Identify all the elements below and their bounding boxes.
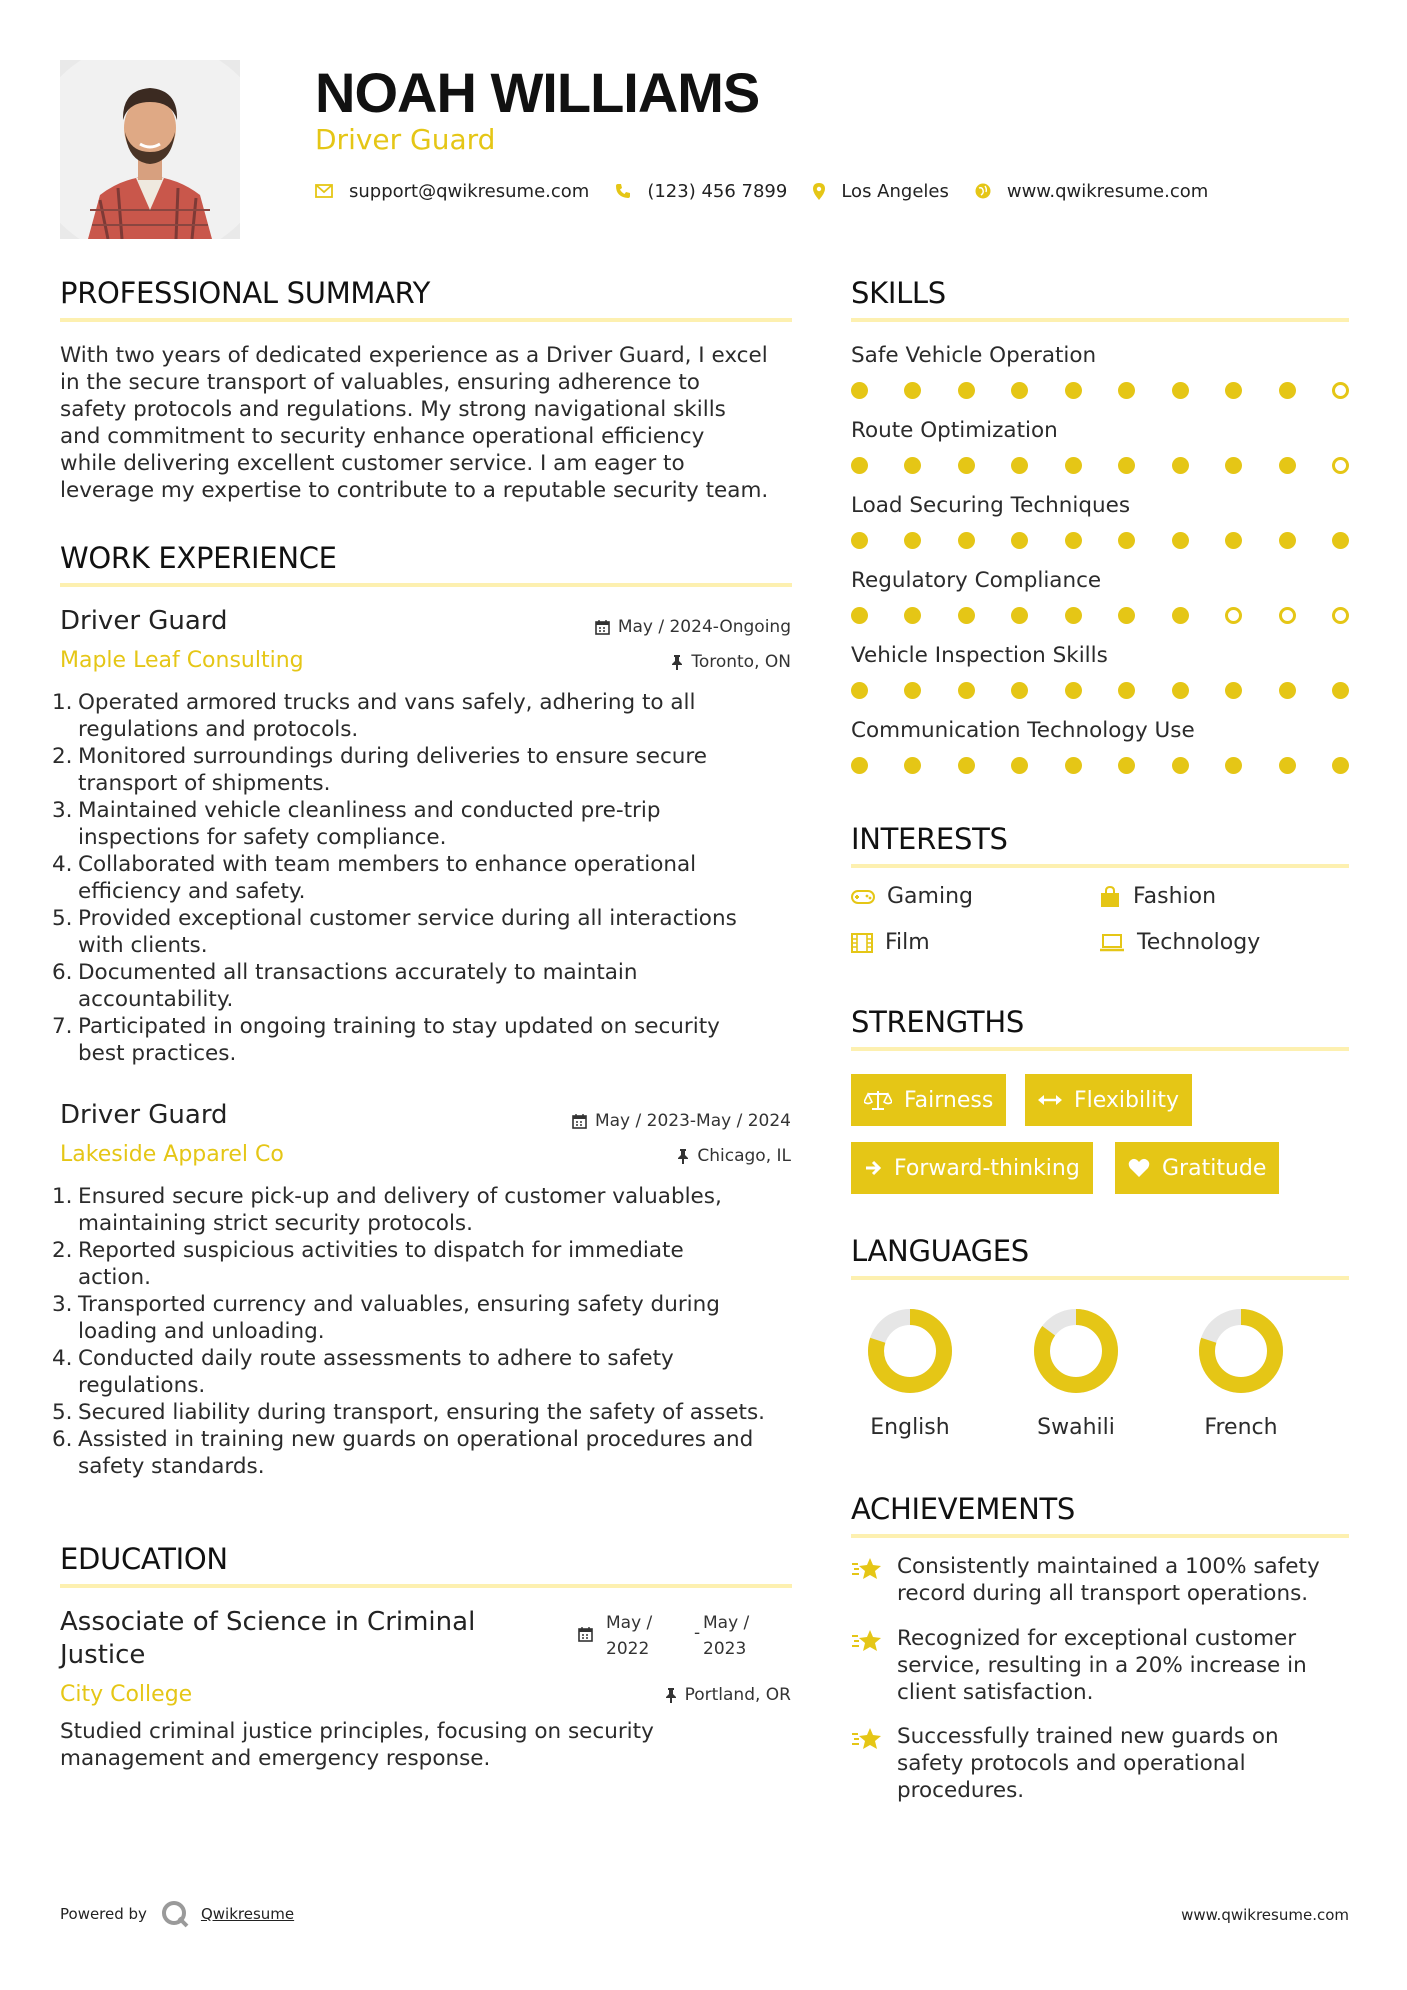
- skill-name: Safe Vehicle Operation: [851, 343, 1097, 368]
- job-location: [671, 651, 791, 673]
- rating-dot-empty: [1332, 382, 1349, 399]
- achievement-text: Recognized for exceptional customer service, resulting in a 20% increase in client satisfaction.: [897, 1626, 1307, 1705]
- list-item: 5. Provided exceptional customer service during all interactions with clients.: [52, 906, 737, 958]
- job-location-text: Chicago, IL: [697, 1146, 791, 1166]
- date-separator: -: [694, 1623, 701, 1643]
- achievement-item: [851, 1723, 1351, 1804]
- list-item: 7. Participated in ongoing training to stay updated on security best practices.: [52, 1014, 720, 1066]
- job-dates-text: May / 2023-May / 2024: [594, 1111, 791, 1131]
- start-date: May / 2022: [606, 1613, 653, 1659]
- skills-divider: [851, 318, 1349, 322]
- calendar-icon: [595, 619, 610, 635]
- pushpin-icon: [671, 655, 683, 670]
- list-item: 3. Maintained vehicle cleanliness and conducted pre-trip inspections for safety compliance.: [52, 798, 661, 850]
- rating-dot-filled: [1118, 682, 1135, 699]
- language-item: [1176, 1306, 1306, 1442]
- skill-rating: [851, 607, 1349, 625]
- education-dates: [578, 1610, 793, 1660]
- rating-dot-filled: [851, 607, 868, 624]
- job-location-text: Toronto, ON: [691, 652, 791, 672]
- school-location-text: Portland, OR: [684, 1685, 791, 1705]
- language-label: French: [1204, 1415, 1278, 1440]
- job-responsibilities: [52, 1183, 792, 1480]
- strengths-divider: [851, 1047, 1349, 1051]
- skill-rating: [851, 457, 1349, 475]
- list-item: 4. Conducted daily route assessments to adhere to safety regulations.: [52, 1346, 674, 1398]
- strength-label: Forward-thinking: [894, 1155, 1080, 1181]
- skill-rating: [851, 382, 1349, 400]
- rating-dot-filled: [1065, 382, 1082, 399]
- job-dates: [572, 1110, 791, 1132]
- language-item: [1011, 1306, 1141, 1442]
- rating-dot-filled: [1279, 532, 1296, 549]
- rating-dot-filled: [1225, 682, 1242, 699]
- rating-dot-filled: [1011, 607, 1028, 624]
- rating-dot-empty: [1332, 607, 1349, 624]
- rating-dot-empty: [1225, 607, 1242, 624]
- arrow-right-icon: [864, 1159, 882, 1177]
- end-date: May / 2023: [703, 1613, 750, 1659]
- strength-tag-gratitude: [1115, 1142, 1279, 1194]
- contact-bar: [315, 178, 1234, 204]
- list-item: 5. Secured liability during transport, ensuring the safety of assets.: [52, 1400, 765, 1425]
- language-item: [845, 1306, 975, 1442]
- skill-rating: [851, 682, 1349, 700]
- rating-dot-filled: [958, 382, 975, 399]
- list-item: 3. Transported currency and valuables, ensuring safety during loading and unloading.: [52, 1292, 720, 1344]
- interests-divider: [851, 864, 1349, 868]
- rating-dot-filled: [1225, 457, 1242, 474]
- summary-line: leverage my expertise to contribute to a reputable security team.: [60, 478, 769, 503]
- strength-label: Fairness: [904, 1087, 994, 1113]
- calendar-icon: [572, 1113, 587, 1129]
- strengths-heading: STRENGTHS: [851, 1005, 1024, 1039]
- job-responsibilities: [52, 689, 792, 1067]
- list-item: 1. Ensured secure pick-up and delivery of customer valuables, maintaining strict security protocols.: [52, 1184, 722, 1236]
- rating-dot-filled: [1332, 682, 1349, 699]
- skill-rating: [851, 532, 1349, 550]
- achievement-text: Successfully trained new guards on safety protocols and operational procedures.: [897, 1724, 1279, 1803]
- achievement-text: Consistently maintained a 100% safety record during all transport operations.: [897, 1554, 1320, 1606]
- rating-dot-filled: [1065, 532, 1082, 549]
- achievements-heading: ACHIEVEMENTS: [851, 1492, 1075, 1526]
- summary-line: while delivering excellent customer service. I am eager to: [60, 451, 685, 476]
- summary-heading: PROFESSIONAL SUMMARY: [60, 276, 431, 310]
- rating-dot-filled: [1118, 457, 1135, 474]
- skill-name: Communication Technology Use: [851, 718, 1195, 743]
- strength-tag-forward-thinking: [851, 1142, 1093, 1194]
- rating-dot-filled: [851, 382, 868, 399]
- summary-line: and commitment to security enhance operational efficiency: [60, 424, 705, 449]
- education-heading: EDUCATION: [60, 1542, 228, 1576]
- job-location: [677, 1145, 791, 1167]
- list-item: 4. Collaborated with team members to enhance operational efficiency and safety.: [52, 852, 697, 904]
- language-proficiency-donut: [865, 1306, 955, 1396]
- pushpin-icon: [665, 1688, 677, 1703]
- interests-heading: INTERESTS: [851, 822, 1008, 856]
- gamepad-icon: [851, 889, 875, 905]
- rating-dot-filled: [1065, 457, 1082, 474]
- school-name: City College: [60, 1682, 193, 1707]
- languages-divider: [851, 1276, 1349, 1280]
- degree-line: Justice: [60, 1640, 146, 1670]
- strength-tag-fairness: [851, 1074, 1006, 1126]
- interest-label: Gaming: [887, 884, 973, 909]
- star-award-icon: [851, 1725, 883, 1753]
- skills-heading: SKILLS: [851, 276, 946, 310]
- rating-dot-filled: [1225, 532, 1242, 549]
- achievement-item: [851, 1553, 1351, 1607]
- rating-dot-filled: [904, 532, 921, 549]
- rating-dot-filled: [904, 382, 921, 399]
- interest-fashion: [1099, 883, 1216, 911]
- language-proficiency-donut: [1196, 1306, 1286, 1396]
- rating-dot-filled: [958, 457, 975, 474]
- rating-dot-empty: [1332, 457, 1349, 474]
- list-item: 6. Assisted in training new guards on operational procedures and safety standards.: [52, 1427, 754, 1479]
- degree-title: [60, 1606, 475, 1672]
- job-company: Maple Leaf Consulting: [60, 648, 304, 673]
- rating-dot-filled: [958, 757, 975, 774]
- rating-dot-filled: [1172, 532, 1189, 549]
- rating-dot-filled: [1225, 382, 1242, 399]
- arrows-horizontal-icon: [1038, 1094, 1062, 1106]
- summary-text: [60, 342, 800, 504]
- rating-dot-filled: [1279, 757, 1296, 774]
- footer-powered-by: [60, 1900, 294, 1928]
- star-award-icon: [851, 1627, 883, 1655]
- phone-icon: [615, 183, 631, 199]
- rating-dot-filled: [1065, 607, 1082, 624]
- skill-name: Vehicle Inspection Skills: [851, 643, 1108, 668]
- experience-heading: WORK EXPERIENCE: [60, 541, 337, 575]
- interest-gaming: [851, 883, 973, 911]
- contact-email[interactable]: [315, 181, 589, 202]
- summary-line: safety protocols and regulations. My strong navigational skills: [60, 397, 726, 422]
- language-label: English: [870, 1415, 950, 1440]
- list-item: 1. Operated armored trucks and vans safely, adhering to all regulations and protocols.: [52, 690, 696, 742]
- star-award-icon: [851, 1555, 883, 1583]
- job-company: Lakeside Apparel Co: [60, 1142, 284, 1167]
- rating-dot-filled: [851, 532, 868, 549]
- degree-line: Associate of Science in Criminal: [60, 1607, 476, 1637]
- contact-website[interactable]: [975, 181, 1208, 202]
- rating-dot-filled: [851, 682, 868, 699]
- education-description: Studied criminal justice principles, focusing on security management and emergency response.: [60, 1719, 654, 1771]
- rating-dot-filled: [904, 757, 921, 774]
- rating-dot-filled: [1172, 757, 1189, 774]
- job-dates-text: May / 2024-Ongoing: [617, 617, 791, 637]
- film-icon: [851, 933, 873, 953]
- contact-location: [813, 181, 949, 202]
- rating-dot-filled: [1332, 532, 1349, 549]
- achievements-divider: [851, 1534, 1349, 1538]
- summary-line: With two years of dedicated experience as a Driver Guard, I excel: [60, 343, 768, 368]
- rating-dot-filled: [958, 682, 975, 699]
- school-location: [665, 1684, 791, 1706]
- candidate-role: Driver Guard: [315, 123, 496, 156]
- strength-tag-flexibility: [1025, 1074, 1192, 1126]
- rating-dot-filled: [1172, 457, 1189, 474]
- pushpin-icon: [677, 1149, 689, 1164]
- experience-divider: [60, 583, 792, 587]
- interest-label: Technology: [1137, 930, 1261, 955]
- rating-dot-filled: [851, 457, 868, 474]
- summary-line: in the secure transport of valuables, ensuring adherence to: [60, 370, 700, 395]
- rating-dot-empty: [1279, 607, 1296, 624]
- contact-phone[interactable]: [615, 181, 787, 202]
- rating-dot-filled: [1172, 682, 1189, 699]
- rating-dot-filled: [1011, 757, 1028, 774]
- strength-label: Flexibility: [1074, 1087, 1179, 1113]
- qwikresume-logo-icon: [161, 1900, 189, 1928]
- list-item: 2. Monitored surroundings during deliveries to ensure secure transport of shipments.: [52, 744, 708, 796]
- brand-link[interactable]: Qwikresume: [200, 1905, 295, 1923]
- rating-dot-filled: [1225, 757, 1242, 774]
- rating-dot-filled: [1279, 682, 1296, 699]
- footer-url[interactable]: www.qwikresume.com: [1181, 1906, 1349, 1924]
- job-title: Driver Guard: [60, 606, 228, 636]
- rating-dot-filled: [1065, 682, 1082, 699]
- rating-dot-filled: [904, 607, 921, 624]
- website-text: www.qwikresume.com: [1006, 180, 1209, 202]
- rating-dot-filled: [1332, 757, 1349, 774]
- interest-technology: [1099, 929, 1260, 957]
- languages-heading: LANGUAGES: [851, 1234, 1029, 1268]
- rating-dot-filled: [1118, 757, 1135, 774]
- map-marker-icon: [813, 183, 825, 200]
- rating-dot-filled: [1279, 457, 1296, 474]
- interest-label: Fashion: [1133, 884, 1217, 909]
- heart-icon: [1128, 1158, 1150, 1178]
- phone-text: (123) 456 7899: [647, 180, 788, 202]
- laptop-icon: [1099, 934, 1125, 952]
- rating-dot-filled: [1118, 607, 1135, 624]
- rating-dot-filled: [1011, 532, 1028, 549]
- balance-scale-icon: [864, 1089, 892, 1111]
- language-proficiency-donut: [1031, 1306, 1121, 1396]
- rating-dot-filled: [1011, 682, 1028, 699]
- list-item: 6. Documented all transactions accurately to maintain accountability.: [52, 960, 638, 1012]
- skill-name: Load Securing Techniques: [851, 493, 1131, 518]
- location-text: Los Angeles: [841, 180, 949, 202]
- job-title: Driver Guard: [60, 1100, 228, 1130]
- rating-dot-filled: [958, 607, 975, 624]
- rating-dot-filled: [1118, 532, 1135, 549]
- envelope-icon: [315, 184, 333, 198]
- rating-dot-filled: [1279, 382, 1296, 399]
- globe-icon: [975, 183, 991, 199]
- shopping-bag-icon: [1099, 886, 1121, 908]
- rating-dot-filled: [1172, 382, 1189, 399]
- rating-dot-filled: [1065, 757, 1082, 774]
- powered-by-text: Powered by: [60, 1905, 147, 1923]
- interest-film: [851, 929, 930, 957]
- rating-dot-filled: [1118, 382, 1135, 399]
- rating-dot-filled: [1011, 382, 1028, 399]
- rating-dot-filled: [851, 757, 868, 774]
- rating-dot-filled: [904, 682, 921, 699]
- calendar-icon: [578, 1626, 593, 1642]
- skill-rating: [851, 757, 1349, 775]
- rating-dot-filled: [904, 457, 921, 474]
- rating-dot-filled: [1172, 607, 1189, 624]
- candidate-name: NOAH WILLIAMS: [315, 61, 760, 124]
- rating-dot-filled: [958, 532, 975, 549]
- rating-dot-filled: [1011, 457, 1028, 474]
- email-text: support@qwikresume.com: [349, 180, 590, 202]
- strength-label: Gratitude: [1162, 1155, 1267, 1181]
- skill-name: Route Optimization: [851, 418, 1058, 443]
- education-divider: [60, 1584, 792, 1588]
- language-label: Swahili: [1037, 1415, 1115, 1440]
- achievement-item: [851, 1625, 1351, 1706]
- interest-label: Film: [885, 930, 930, 955]
- profile-photo: [60, 60, 240, 239]
- job-dates: [595, 616, 791, 638]
- summary-divider: [60, 318, 792, 322]
- skill-name: Regulatory Compliance: [851, 568, 1102, 593]
- list-item: 2. Reported suspicious activities to dispatch for immediate action.: [52, 1238, 684, 1290]
